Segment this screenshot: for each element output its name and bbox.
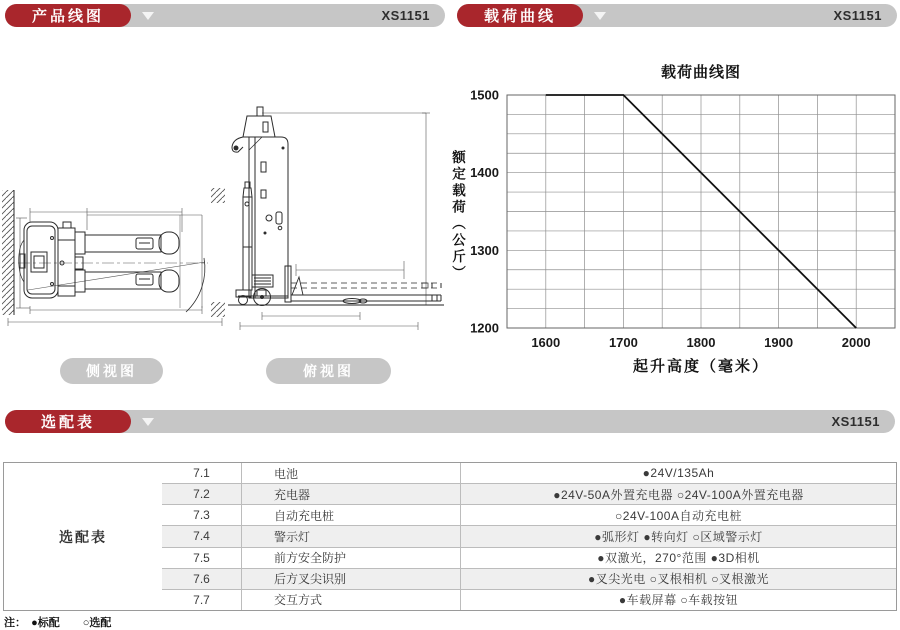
row-item-label: 后方叉尖识别 [242,569,461,589]
options-table-row-header: 选配表 [4,463,163,610]
row-number: 7.1 [162,463,242,483]
model-code: XS1151 [831,414,880,429]
row-option-values: ●叉尖光电 ○叉根相机 ○叉根激光 [588,572,769,587]
row-number: 7.4 [162,526,242,546]
svg-text:1600: 1600 [531,335,561,350]
svg-text:1400: 1400 [470,165,499,181]
svg-text:1700: 1700 [608,335,638,350]
options-rows [162,463,896,610]
row-item-label: 前方安全防护 [242,548,461,568]
row-number: 7.3 [162,505,242,525]
table-row [162,548,896,569]
footnote-prefix: 注： [4,617,26,629]
table-row [162,463,896,484]
model-code: XS1151 [833,8,882,23]
chart-title: 载荷曲线图 [660,64,741,81]
table-row [162,526,896,547]
header-product-drawing [5,4,445,27]
footnote-standard: ●标配 [31,617,60,629]
svg-text:1500: 1500 [470,87,499,103]
row-item-label: 电池 [242,463,461,483]
svg-text:2000: 2000 [841,335,871,350]
row-option-values: ●24V/135Ah [642,466,715,481]
row-item-label: 交互方式 [242,590,461,610]
row-number: 7.6 [162,569,242,589]
row-item-label: 警示灯 [242,526,461,546]
options-table [3,462,897,611]
technical-drawings [0,30,448,360]
row-number: 7.2 [162,484,242,504]
row-item-label: 自动充电桩 [242,505,461,525]
model-code: XS1151 [381,8,430,23]
footnote-optional: ○选配 [82,617,112,629]
header-title-badge: 载荷曲线 [457,4,583,27]
header-load-curve [457,4,897,27]
row-option-values: ○24V-100A自动充电桩 [615,508,742,523]
svg-text:1200: 1200 [470,320,499,336]
row-option-values: ●弧形灯 ●转向灯 ○区域警示灯 [594,529,763,544]
stacker-side-view-drawing [228,107,444,330]
table-row [162,590,896,610]
svg-text:1800: 1800 [686,335,716,350]
header-title-badge: 产品线图 [5,4,131,27]
table-row [162,505,896,526]
chart-x-axis-label: 起升高度（毫米） [632,358,769,375]
row-option-values: ●24V-50A外置充电器 ○24V-100A外置充电器 [553,487,804,502]
row-number: 7.7 [162,590,242,610]
caret-down-icon [142,418,154,426]
row-option-values: ●双激光，270°范围 ●3D相机 [597,551,760,566]
top-view-label: 俯视图 [266,358,391,384]
stacker-top-view-drawing [2,188,225,326]
caret-down-icon [142,12,154,20]
header-options [5,410,895,433]
legend-footnote [4,614,131,630]
header-bar-bg [5,410,895,433]
side-view-label: 侧视图 [60,358,163,384]
svg-text:1300: 1300 [470,242,499,258]
header-title-badge: 选配表 [5,410,131,433]
load-chart-svg [450,55,900,385]
table-row [162,569,896,590]
load-curve-chart [450,55,900,385]
row-item-label: 充电器 [242,484,461,504]
svg-text:1900: 1900 [764,335,794,350]
row-number: 7.5 [162,548,242,568]
table-row [162,484,896,505]
row-option-values: ●车载屏幕 ○车载按钮 [618,593,739,608]
chart-y-axis-label: 额定载荷（公斤） [450,150,465,282]
caret-down-icon [594,12,606,20]
